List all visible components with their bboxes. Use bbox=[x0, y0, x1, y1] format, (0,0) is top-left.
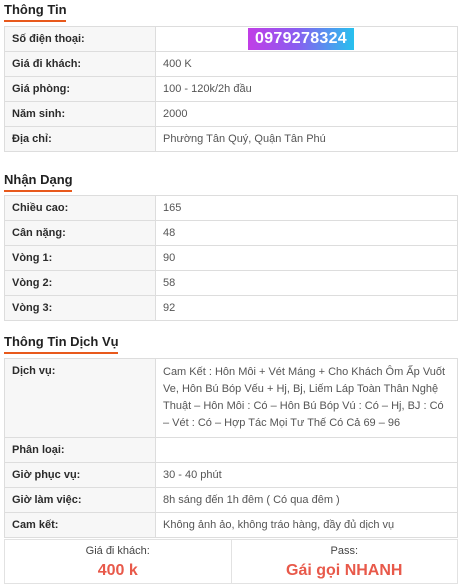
service-table bbox=[4, 358, 458, 538]
row-label: Vòng 1: bbox=[5, 246, 156, 271]
row-label: Giờ phục vụ: bbox=[5, 463, 156, 488]
table-row bbox=[5, 463, 458, 488]
pass-value: Gái gọi NHANH bbox=[286, 562, 403, 579]
section-title-info: Thông Tin bbox=[4, 2, 67, 17]
row-value: 8h sáng đến 1h đêm ( Có qua đêm ) bbox=[156, 488, 458, 513]
row-value: Không ảnh ảo, không tráo hàng, đầy đủ dịch vụ bbox=[156, 513, 458, 538]
phone-cell bbox=[156, 27, 458, 52]
table-row bbox=[5, 296, 458, 321]
price-label: Giá đi khách: bbox=[85, 545, 150, 557]
row-value: 400 K bbox=[156, 52, 458, 77]
title-underline bbox=[4, 20, 66, 22]
table-row bbox=[5, 52, 458, 77]
title-underline bbox=[4, 352, 118, 354]
row-label: Cam kết: bbox=[5, 513, 156, 538]
pass-cell bbox=[231, 540, 458, 583]
row-value: 90 bbox=[156, 246, 458, 271]
identity-table bbox=[4, 195, 458, 321]
row-label: Chiều cao: bbox=[5, 196, 156, 221]
row-label: Vòng 2: bbox=[5, 271, 156, 296]
table-row bbox=[5, 221, 458, 246]
title-underline bbox=[4, 190, 72, 192]
row-value: 165 bbox=[156, 196, 458, 221]
table-row bbox=[5, 77, 458, 102]
table-row bbox=[5, 359, 458, 438]
row-label: Vòng 3: bbox=[5, 296, 156, 321]
row-value: 92 bbox=[156, 296, 458, 321]
info-table bbox=[4, 26, 458, 152]
table-row bbox=[5, 488, 458, 513]
phone-number-badge[interactable]: 0979278324 bbox=[248, 28, 354, 50]
row-value: Cam Kết : Hôn Môi + Vét Máng + Cho Khách Ôm Ấp Vuốt Ve, Hôn Bú Bóp Vếu + Hj, Bj, Liếm Láp Toàn Thân Nghệ Thuật – Hôn Môi : Có – Hôn Bú Bóp Vú : Có – Hj, BJ : Có – Vét : Có – Hợp Tác Mọi Tư Thế Có Cả 69 – 96 bbox=[156, 359, 458, 438]
section-title-identity: Nhận Dạng bbox=[4, 172, 73, 187]
row-label: Dịch vụ: bbox=[5, 359, 156, 438]
section-title-service: Thông Tin Dịch Vụ bbox=[4, 334, 119, 349]
table-row bbox=[5, 438, 458, 463]
row-value bbox=[156, 438, 458, 463]
row-value: 48 bbox=[156, 221, 458, 246]
row-label: Giá đi khách: bbox=[5, 52, 156, 77]
row-label: Năm sinh: bbox=[5, 102, 156, 127]
row-value: 58 bbox=[156, 271, 458, 296]
price-footer bbox=[4, 539, 458, 584]
table-row bbox=[5, 196, 458, 221]
table-row bbox=[5, 102, 458, 127]
row-label: Địa chỉ: bbox=[5, 127, 156, 152]
table-row bbox=[5, 513, 458, 538]
table-row bbox=[5, 271, 458, 296]
row-value: Phường Tân Quý, Quận Tân Phú bbox=[156, 127, 458, 152]
row-label: Giá phòng: bbox=[5, 77, 156, 102]
table-row bbox=[5, 246, 458, 271]
row-value: 2000 bbox=[156, 102, 458, 127]
row-value: 30 - 40 phút bbox=[156, 463, 458, 488]
row-value: 100 - 120k/2h đầu bbox=[156, 77, 458, 102]
row-label: Phân loại: bbox=[5, 438, 156, 463]
price-cell bbox=[5, 540, 231, 583]
table-row bbox=[5, 127, 458, 152]
price-value: 400 k bbox=[97, 562, 138, 579]
row-label: Cân nặng: bbox=[5, 221, 156, 246]
row-label: Số điện thoại: bbox=[5, 27, 156, 52]
table-row bbox=[5, 27, 458, 52]
row-label: Giờ làm việc: bbox=[5, 488, 156, 513]
pass-label: Pass: bbox=[330, 545, 358, 557]
